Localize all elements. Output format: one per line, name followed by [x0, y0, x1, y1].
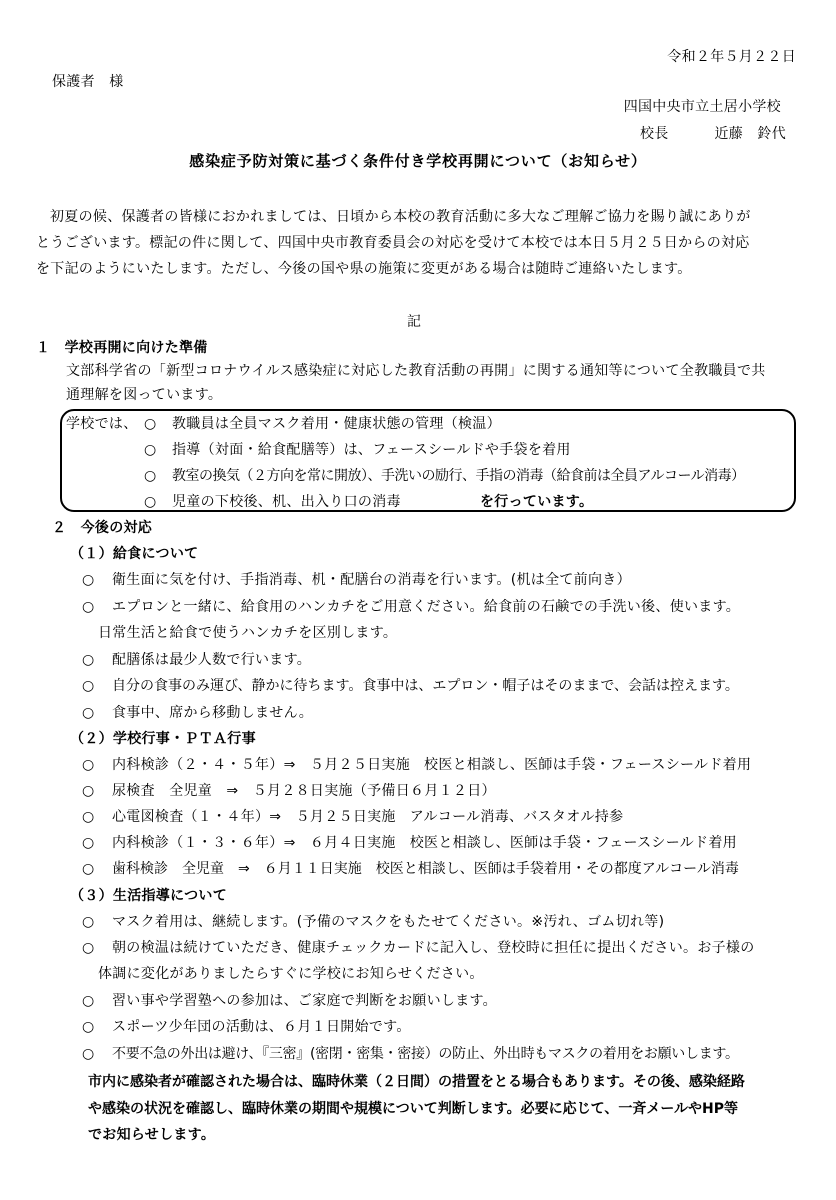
event-item-4 — [112, 833, 737, 853]
bullet-icon: ○ — [82, 599, 95, 615]
closing-line-1: 市内に感染者が確認された場合は、臨時休業（２日間）の措置をとる場合もあります。その後、感染経路 — [88, 1074, 745, 1090]
meal-item-5: 食事中、席から移動しません。 — [112, 705, 314, 721]
bullet-icon: ○ — [82, 705, 95, 721]
recipient: 保護者 様 — [52, 74, 124, 90]
sub-1-heading: （１）給食について — [70, 546, 199, 562]
section-1-body-2: 通理解を図っています。 — [66, 387, 223, 403]
principal-title: 校長 — [640, 126, 669, 142]
life-item-2-cont: 体調に変化がありましたらすぐに学校にお知らせください。 — [98, 966, 484, 982]
meal-item-2: エプロンと一緒に、給食用のハンカチをご用意ください。給食前の石鹸での手洗い後、使います。 — [112, 599, 741, 615]
section-2-heading: ２ 今後の対応 — [52, 520, 153, 536]
event-item-4-note: 校医と相談し、医師は手袋・フェースシールド着用 — [409, 835, 737, 851]
document-date: 令和２年５月２２日 — [667, 49, 796, 65]
bullet-icon: ○ — [82, 1019, 95, 1035]
box-item-1: 教職員は全員マスク着用・健康状態の管理（検温） — [172, 416, 501, 432]
event-item-4-main: 内科検診（１・３・６年）⇒ ６月４日実施 — [112, 835, 396, 851]
sub-2-heading: （２）学校行事・ＰＴＡ行事 — [70, 731, 256, 747]
event-item-5-main: 歯科検診 全児童 ⇒ ６月１１日実施 — [112, 861, 362, 877]
closing-line-2: や感染の状況を確認し、臨時休業の期間や規模について判断します。必要に応じて、一斉メールやHP等 — [88, 1101, 739, 1117]
bullet-icon: ○ — [82, 678, 95, 694]
event-item-5-note: 校医と相談し、医師は手袋着用・その都度アルコール消毒 — [375, 861, 739, 877]
intro-line-1: 初夏の候、保護者の皆様におかれましては、日頃から本校の教育活動に多大なご理解ご協力を賜り誠にありが — [50, 209, 751, 225]
bullet-icon: ○ — [82, 914, 95, 930]
intro-line-2: とうございます。標記の件に関して、四国中央市教育委員会の対応を受けて本校では本日５月２５日からの対応 — [36, 235, 750, 251]
bullet-icon: ○ — [82, 861, 95, 877]
ki-marker: 記 — [407, 314, 422, 330]
meal-item-1: 衛生面に気を付け、手指消毒、机・配膳台の消毒を行います。(机は全て前向き） — [112, 572, 631, 588]
event-item-1-main: 内科検診（２・４・５年）⇒ ５月２５日実施 — [112, 757, 411, 773]
bullet-icon: ○ — [82, 993, 95, 1009]
life-item-3: 習い事や学習塾への参加は、ご家庭で判断をお願いします。 — [112, 993, 497, 1009]
meal-item-4: 自分の食事のみ運び、静かに待ちます。食事中は、エプロン・帽子はそのままで、会話は控えます。 — [112, 678, 739, 694]
life-item-2: 朝の検温は続けていただき、健康チェックカードに記入し、登校時に担任に提出ください。お子様の — [112, 940, 755, 956]
event-item-3-main: 心電図検査（１・４年）⇒ ５月２５日実施 — [112, 809, 396, 825]
sub-3-heading: （３）生活指導について — [70, 888, 228, 904]
event-item-3-note: アルコール消毒、バスタオル持参 — [409, 809, 624, 825]
bullet-icon: ○ — [82, 652, 95, 668]
bullet-icon: ○ — [82, 940, 95, 956]
principal-name: 近藤 鈴代 — [714, 126, 786, 142]
box-prefix: 学校では、 — [66, 416, 138, 432]
section-1-heading: １ 学校再開に向けた準備 — [36, 340, 208, 356]
event-item-5 — [112, 859, 739, 879]
section-1-body-1: 文部科学省の「新型コロナウイルス感染症に対応した教育活動の再開」に関する通知等について全教職員で共 — [66, 363, 766, 379]
event-item-2 — [112, 781, 496, 801]
box-item-3: 教室の換気（２方向を常に開放）、手洗いの励行、手指の消毒（給食前は全員アルコール消毒） — [172, 468, 745, 484]
meal-item-2-cont: 日常生活と給食で使うハンカチを区別します。 — [98, 625, 398, 641]
bullet-icon: ○ — [82, 783, 95, 799]
intro-line-3: を下記のようにいたします。ただし、今後の国や県の施策に変更がある場合は随時ご連絡いたします。 — [36, 261, 692, 277]
event-item-3 — [112, 807, 623, 827]
bullet-icon: ○ — [144, 416, 157, 432]
bullet-icon: ○ — [82, 1046, 95, 1062]
event-item-1 — [112, 755, 751, 775]
bullet-icon: ○ — [82, 757, 95, 773]
life-item-5: 不要不急の外出は避け、『三密』(密閉・密集・密接）の防止、外出時もマスクの着用をお願いします。 — [112, 1046, 739, 1062]
closing-line-3: でお知らせします。 — [88, 1127, 216, 1143]
box-suffix: を行っています。 — [480, 494, 594, 510]
meal-item-3: 配膳係は最少人数で行います。 — [112, 652, 312, 668]
event-item-1-note: 校医と相談し、医師は手袋・フェースシールド着用 — [424, 757, 752, 773]
life-item-4: スポーツ少年団の活動は、６月１日開始です。 — [112, 1019, 411, 1035]
bullet-icon: ○ — [82, 835, 95, 851]
box-item-4: 児童の下校後、机、出入り口の消毒 — [172, 494, 401, 510]
bullet-icon: ○ — [144, 442, 157, 458]
document-title: 感染症予防対策に基づく条件付き学校再開について（お知らせ） — [189, 152, 647, 170]
bullet-icon: ○ — [82, 572, 95, 588]
bullet-icon: ○ — [82, 809, 95, 825]
school-name: 四国中央市立土居小学校 — [623, 99, 781, 115]
event-item-2-main: 尿検査 全児童 ⇒ ５月２８日実施（予備日６月１２日） — [112, 783, 496, 799]
box-item-2: 指導（対面・給食配膳等）は、フェースシールドや手袋を着用 — [172, 442, 571, 458]
bullet-icon: ○ — [144, 494, 157, 510]
bullet-icon: ○ — [144, 468, 157, 484]
life-item-1: マスク着用は、継続します。(予備のマスクをもたせてください。※汚れ、ゴム切れ等) — [112, 914, 665, 930]
